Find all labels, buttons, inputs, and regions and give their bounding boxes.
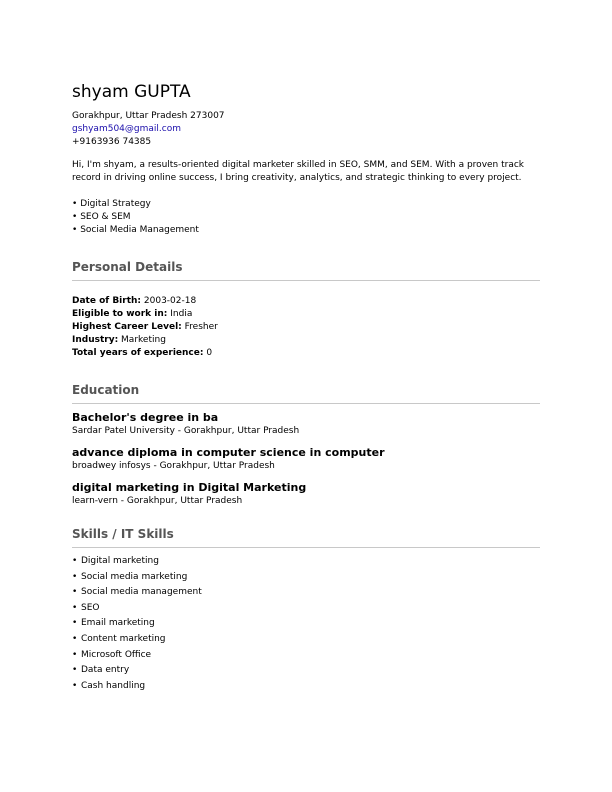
skill-label: Digital marketing	[81, 556, 159, 566]
education-entry	[72, 411, 540, 438]
skill-item	[72, 663, 540, 679]
institution-text: learn-vern - Gorakhpur, Uttar Pradesh	[72, 496, 243, 506]
summary-text: Hi, I'm shyam, a results-oriented digital marketer skilled in SEO, SMM, and SEM. With a proven track record in driving online success, I bring creativity, analytics, and strategic thinking to every project.	[72, 160, 525, 183]
skill-label: Social media management	[81, 587, 202, 598]
highlight-label: Digital Strategy	[80, 199, 151, 209]
skill-item	[72, 648, 540, 664]
skill-label: Data entry	[81, 665, 130, 676]
phone-text: +9163936 74385	[72, 137, 152, 147]
skill-item	[72, 616, 540, 632]
email-link[interactable]: gshyam504@gmail.com	[72, 124, 181, 134]
bullet-glyph: •	[72, 633, 78, 644]
bullet-glyph: •	[72, 199, 78, 209]
section-divider	[72, 280, 540, 281]
education-entry	[72, 481, 540, 508]
institution-text: broadwey infosys - Gorakhpur, Uttar Pradesh	[72, 461, 275, 471]
candidate-name: shyam GUPTA	[72, 82, 191, 102]
skill-item	[72, 679, 540, 695]
education-section	[72, 382, 540, 508]
detail-label: Industry:	[72, 335, 119, 345]
skill-label: Microsoft Office	[81, 649, 152, 660]
bullet-glyph: •	[72, 665, 78, 676]
location-text: Gorakhpur, Uttar Pradesh 273007	[72, 111, 225, 121]
bullet-glyph: •	[72, 649, 78, 660]
section-title-education: Education	[72, 383, 140, 397]
degree-title: Bachelor's degree in ba	[72, 411, 219, 424]
bullet-glyph: •	[72, 602, 78, 613]
section-divider	[72, 403, 540, 404]
skill-label: Email marketing	[81, 618, 155, 629]
skill-item	[72, 570, 540, 586]
skill-label: Social media marketing	[81, 571, 188, 582]
bullet-glyph: •	[72, 587, 78, 598]
detail-row-career-level	[72, 321, 540, 334]
skills-section	[72, 526, 540, 694]
education-list	[72, 411, 540, 508]
highlight-item	[72, 198, 540, 211]
detail-row-eligibility	[72, 308, 540, 321]
detail-value: 2003-02-18	[143, 296, 197, 306]
detail-label: Highest Career Level:	[72, 322, 182, 332]
bullet-glyph: •	[72, 212, 78, 222]
skill-item	[72, 554, 540, 570]
resume-header	[72, 80, 540, 149]
institution-text: Sardar Patel University - Gorakhpur, Uttar Pradesh	[72, 426, 300, 436]
bullet-glyph: •	[72, 225, 78, 235]
detail-row-experience	[72, 347, 540, 360]
detail-label: Eligible to work in:	[72, 309, 168, 319]
section-divider	[72, 547, 540, 548]
education-entry	[72, 446, 540, 473]
bullet-glyph: •	[72, 571, 78, 582]
skill-label: SEO	[81, 602, 100, 613]
skill-label: Cash handling	[81, 680, 146, 691]
detail-value: 0	[206, 348, 213, 358]
skill-label: Content marketing	[81, 633, 166, 644]
skill-item	[72, 585, 540, 601]
skill-item	[72, 632, 540, 648]
highlight-label: SEO & SEM	[80, 212, 131, 222]
personal-details-list	[72, 295, 540, 360]
skills-list	[72, 554, 540, 694]
highlight-item	[72, 211, 540, 224]
section-title-personal-details: Personal Details	[72, 260, 183, 274]
bullet-glyph: •	[72, 618, 78, 629]
bullet-glyph: •	[72, 680, 78, 691]
highlight-label: Social Media Management	[80, 225, 199, 235]
resume-page	[72, 80, 540, 694]
detail-value: Fresher	[184, 322, 218, 332]
detail-value: India	[170, 309, 193, 319]
highlight-item	[72, 224, 540, 237]
bullet-glyph: •	[72, 556, 78, 566]
detail-label: Date of Birth:	[72, 296, 142, 306]
detail-row-industry	[72, 334, 540, 347]
section-title-skills: Skills / IT Skills	[72, 527, 174, 541]
detail-row-dob	[72, 295, 540, 308]
skill-item	[72, 601, 540, 617]
degree-title: digital marketing in Digital Marketing	[72, 481, 307, 494]
degree-title: advance diploma in computer science in computer	[72, 446, 385, 459]
personal-details-section	[72, 259, 540, 360]
detail-label: Total years of experience:	[72, 348, 204, 358]
highlights-list	[72, 198, 540, 237]
detail-value: Marketing	[121, 335, 166, 345]
